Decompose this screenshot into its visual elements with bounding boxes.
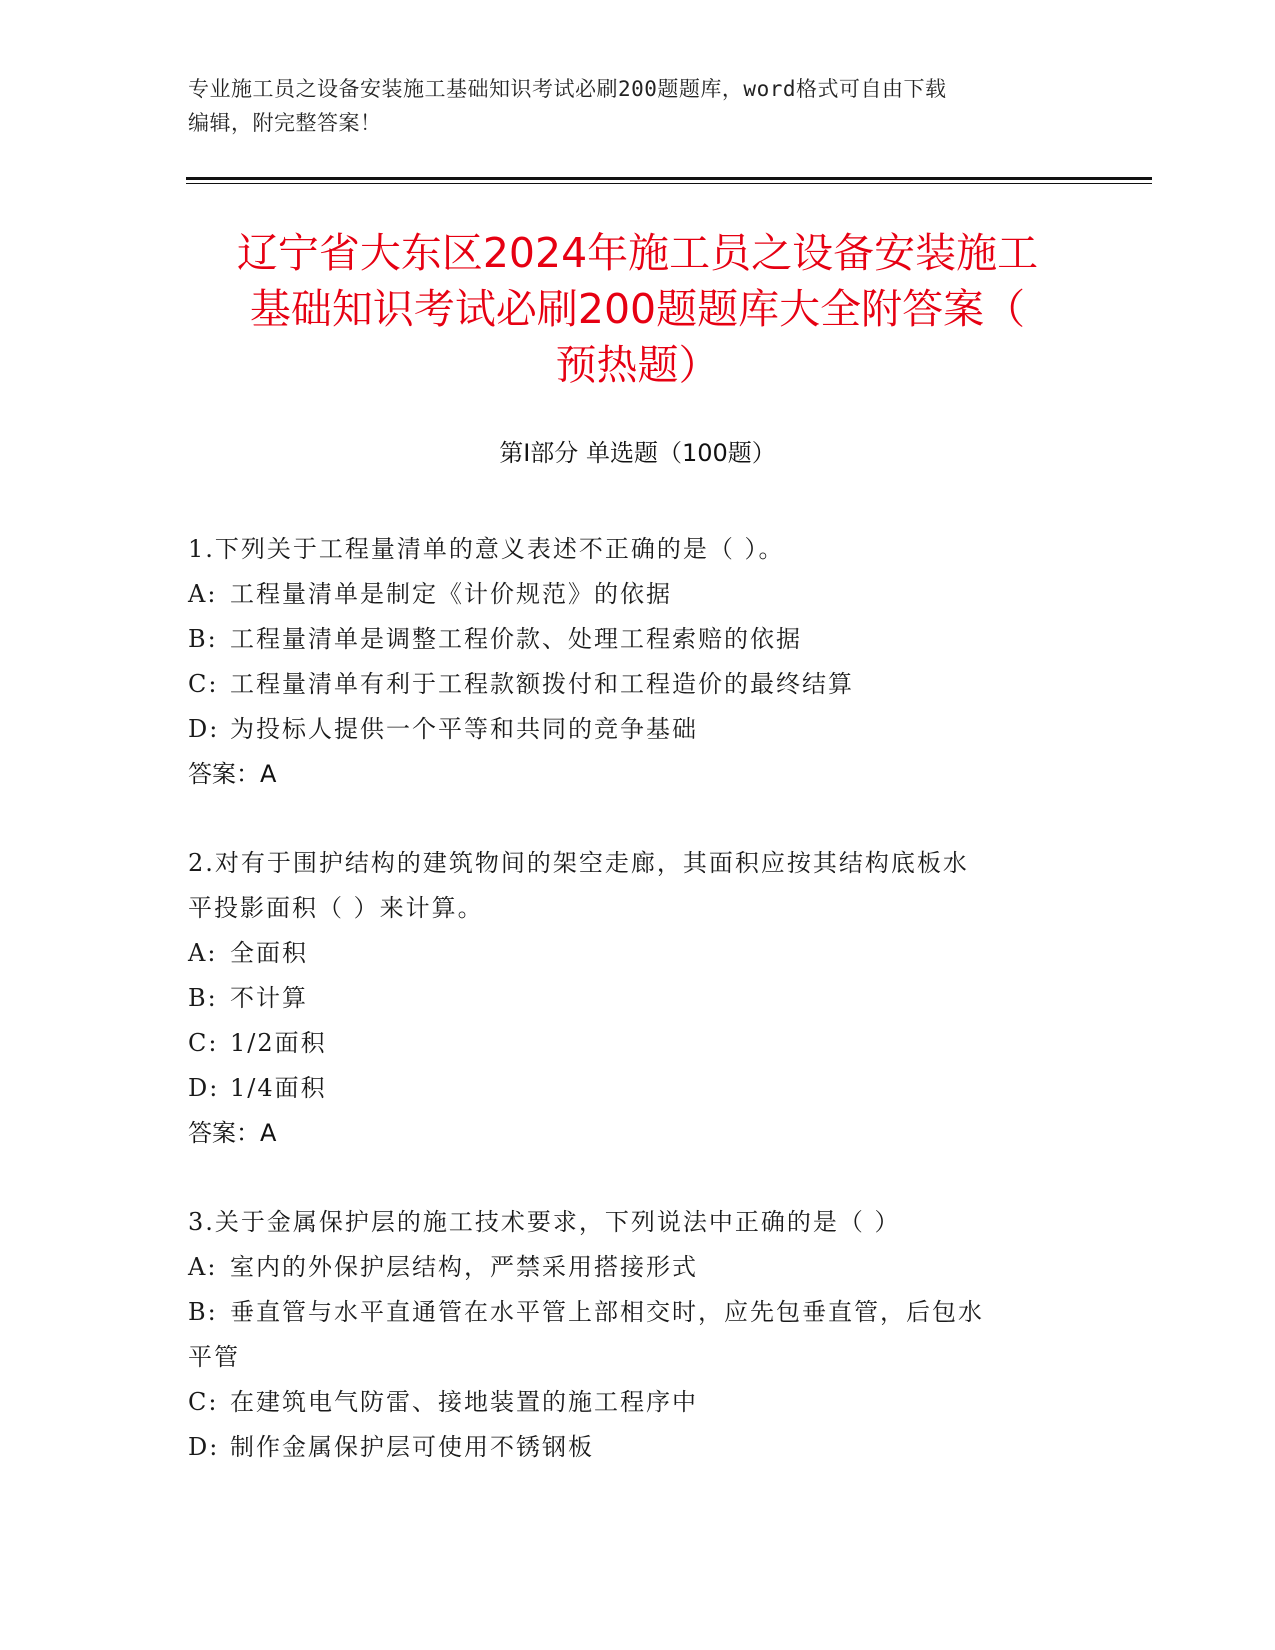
- option-text: 垂直管与水平直通管在水平管上部相交时，应先包垂直管，后包水: [230, 1298, 984, 1326]
- question-3: [188, 1200, 1078, 1470]
- answer: 答案：A: [188, 760, 277, 788]
- option-c: [188, 662, 1078, 707]
- option-letter: A:: [188, 939, 218, 967]
- title-line-2: 基础知识考试必刷200题题库大全附答案（: [249, 285, 1026, 333]
- option-d: [188, 1425, 1078, 1470]
- option-text: 室内的外保护层结构，严禁采用搭接形式: [230, 1253, 698, 1281]
- option-letter: D:: [188, 715, 220, 743]
- question-stem: 2.对有于围护结构的建筑物间的架空走廊，其面积应按其结构底板水: [188, 849, 969, 877]
- option-c: [188, 1380, 1078, 1425]
- option-letter: B:: [188, 625, 218, 653]
- option-text: 工程量清单有利于工程款额拨付和工程造价的最终结算: [230, 670, 854, 698]
- option-text: 制作金属保护层可使用不锈钢板: [230, 1433, 594, 1461]
- option-text: 在建筑电气防雷、接地装置的施工程序中: [230, 1388, 698, 1416]
- option-letter: D:: [188, 1074, 220, 1102]
- option-b: [188, 976, 1078, 1021]
- title-line-3: 预热题）: [555, 341, 720, 389]
- header-note: [188, 72, 1088, 140]
- option-a: [188, 572, 1078, 617]
- option-letter: C:: [188, 1388, 219, 1416]
- option-d: [188, 1066, 1078, 1111]
- option-letter: C:: [188, 1029, 219, 1057]
- option-text: 1/2面积: [230, 1029, 327, 1057]
- option-text: 不计算: [230, 984, 308, 1012]
- option-b: [188, 617, 1078, 662]
- question-stem: 3.关于金属保护层的施工技术要求，下列说法中正确的是（ ）: [188, 1208, 901, 1236]
- header-note-line-1: 专业施工员之设备安装施工基础知识考试必刷200题题库，word格式可自由下载: [188, 77, 947, 101]
- option-letter: C:: [188, 670, 219, 698]
- question-1: [188, 527, 1078, 797]
- answer: 答案：A: [188, 1119, 277, 1147]
- option-text: 工程量清单是制定《计价规范》的依据: [230, 580, 672, 608]
- option-letter: B:: [188, 984, 218, 1012]
- option-text: 工程量清单是调整工程价款、处理工程索赔的依据: [230, 625, 802, 653]
- option-letter: A:: [188, 1253, 218, 1281]
- option-text: 为投标人提供一个平等和共同的竞争基础: [230, 715, 698, 743]
- header-divider-thick: [186, 177, 1152, 180]
- option-d: [188, 707, 1078, 752]
- option-text: 1/4面积: [230, 1074, 327, 1102]
- question-stem: 1.下列关于工程量清单的意义表述不正确的是（ ）。: [188, 535, 785, 563]
- question-list: [188, 527, 1078, 1514]
- option-b: [188, 1290, 1078, 1335]
- option-a: [188, 931, 1078, 976]
- header-divider-thin: [186, 183, 1152, 184]
- option-letter: B:: [188, 1298, 218, 1326]
- option-letter: D:: [188, 1433, 220, 1461]
- option-text: 全面积: [230, 939, 308, 967]
- section-heading: 第Ⅰ部分 单选题（100题）: [499, 439, 776, 467]
- header-note-line-2: 编辑，附完整答案！: [188, 111, 382, 135]
- option-a: [188, 1245, 1078, 1290]
- question-2: [188, 841, 1078, 1156]
- option-b-continued: 平管: [188, 1343, 240, 1371]
- option-c: [188, 1021, 1078, 1066]
- option-letter: A:: [188, 580, 218, 608]
- question-stem-continued: 平投影面积（ ）来计算。: [188, 894, 484, 922]
- document-title: [150, 225, 1125, 393]
- title-line-1: 辽宁省大东区2024年施工员之设备安装施工: [236, 229, 1039, 277]
